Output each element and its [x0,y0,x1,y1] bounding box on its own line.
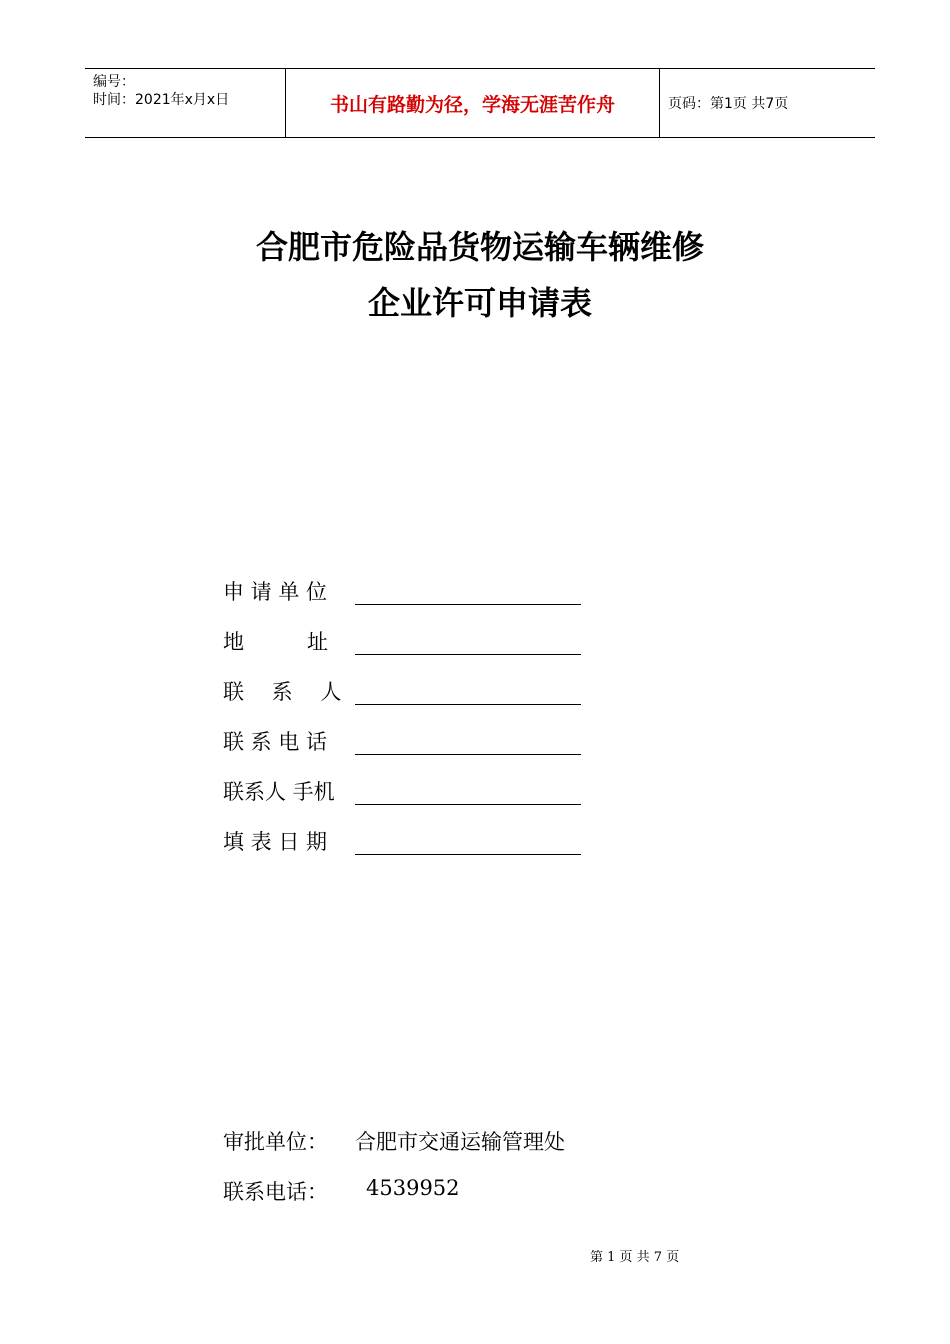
approval-unit-value: 合肥市交通运输管理处 [355,1130,565,1154]
header-meta [85,69,285,137]
field-blank-line[interactable] [355,804,581,805]
field-blank-line[interactable] [355,854,581,855]
page-header [85,68,875,138]
field-label: 联系人 手机 [223,780,335,804]
document-title-line1: 合肥市危险品货物运输车辆维修 [255,228,704,266]
field-label: 申 请 单 位 [223,580,328,604]
field-label: 填 表 日 期 [223,830,328,854]
field-blank-line[interactable] [355,654,581,655]
header-motto: 书山有路勤为径，学海无涯苦作舟 [329,93,615,116]
time-label: 时间：2021年x月x日 [93,92,230,108]
field-blank-line[interactable] [355,754,581,755]
page-footer: 第 1 页 共 7 页 [590,1250,680,1265]
field-blank-line[interactable] [355,704,581,705]
approval-unit-label: 审批单位： [223,1130,328,1154]
field-label: 地 址 [223,630,328,654]
serial-label: 编号： [93,74,135,90]
header-divider [659,69,660,137]
field-blank-line[interactable] [355,604,581,605]
header-page-info: 页码：第1页 共7页 [668,96,789,112]
field-label: 联 系 人 [223,680,342,704]
document-title-line2: 企业许可申请表 [367,284,592,322]
approval-phone-value: 4539952 [366,1176,460,1200]
field-label: 联 系 电 话 [223,730,328,754]
approval-phone-label: 联系电话： [223,1180,328,1204]
